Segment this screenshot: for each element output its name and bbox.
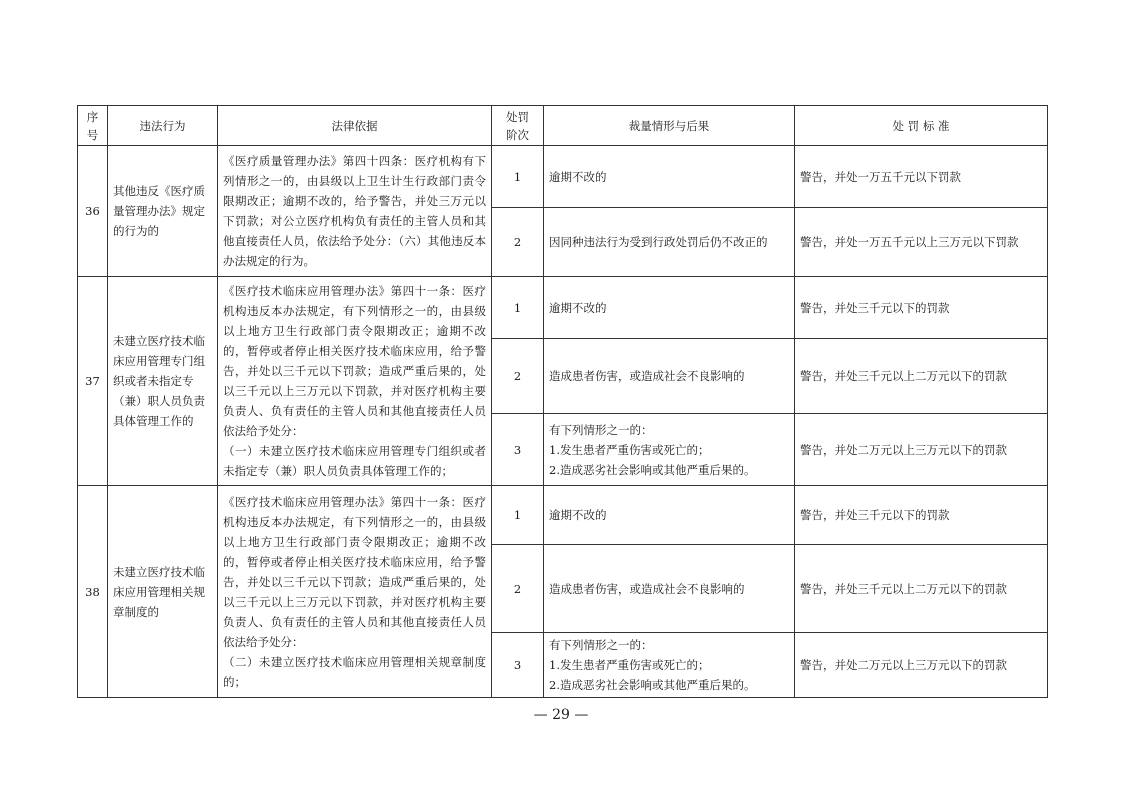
level-circumstance: 造成患者伤害，或造成社会不良影响的 (544, 545, 795, 633)
header-act: 违法行为 (108, 106, 218, 146)
table-row (78, 486, 1048, 545)
penalty-table (77, 105, 1048, 698)
header-standard: 处 罚 标 准 (795, 106, 1048, 146)
header-seq: 序 号 (78, 106, 108, 146)
level-standard: 警告，并处二万元以上三万元以下的罚款 (795, 633, 1048, 698)
level-order: 3 (492, 414, 544, 486)
level-order: 1 (492, 146, 544, 208)
row-seq: 36 (78, 146, 108, 277)
level-order: 1 (492, 486, 544, 545)
level-order: 2 (492, 208, 544, 277)
table-row (78, 277, 1048, 339)
table-row (78, 146, 1048, 208)
row-basis: 《医疗技术临床应用管理办法》第四十一条：医疗机构违反本办法规定，有下列情形之一的，由县级以上地方卫生行政部门责令限期改正；逾期不改的，暂停或者停止相关医疗技术临床应用，给予警告，并处以三千元以下罚款；造成严重后果的，处以三千元以上三万元以下罚款，并对医疗机构主要负责人、负有责任的主管人员和其他直接责任人员依法给予处分： （一）未建立医疗技术临床应用管理专门组织或者未指定专（兼）职人员负责具体管理工作的； (218, 277, 492, 486)
row-basis: 《医疗质量管理办法》第四十四条：医疗机构有下列情形之一的，由县级以上卫生计生行政部门责令限期改正；逾期不改的，给予警告，并处三万元以下罚款；对公立医疗机构负有责任的主管人员和其他直接责任人员，依法给予处分：（六）其他违反本办法规定的行为。 (218, 146, 492, 277)
level-standard: 警告，并处二万元以上三万元以下的罚款 (795, 414, 1048, 486)
header-order: 处罚 阶次 (492, 106, 544, 146)
level-standard: 警告，并处三千元以上二万元以下的罚款 (795, 545, 1048, 633)
level-circumstance: 有下列情形之一的： 1.发生患者严重伤害或死亡的； 2.造成恶劣社会影响或其他严重后果的。 (544, 633, 795, 698)
level-standard: 警告，并处三千元以上二万元以下的罚款 (795, 339, 1048, 414)
level-standard: 警告，并处一万五千元以上三万元以下罚款 (795, 208, 1048, 277)
row-act: 未建立医疗技术临床应用管理相关规章制度的 (108, 486, 218, 698)
level-circumstance: 因同种违法行为受到行政处罚后仍不改正的 (544, 208, 795, 277)
header-circumstance: 裁量情形与后果 (544, 106, 795, 146)
level-standard: 警告，并处三千元以下的罚款 (795, 486, 1048, 545)
header-basis: 法律依据 (218, 106, 492, 146)
row-seq: 38 (78, 486, 108, 698)
row-act: 未建立医疗技术临床应用管理专门组织或者未指定专（兼）职人员负责具体管理工作的 (108, 277, 218, 486)
level-order: 3 (492, 633, 544, 698)
row-act: 其他违反《医疗质量管理办法》规定的行为的 (108, 146, 218, 277)
row-seq: 37 (78, 277, 108, 486)
level-circumstance: 造成患者伤害，或造成社会不良影响的 (544, 339, 795, 414)
level-circumstance: 有下列情形之一的： 1.发生患者严重伤害或死亡的； 2.造成恶劣社会影响或其他严重后果的。 (544, 414, 795, 486)
level-order: 2 (492, 545, 544, 633)
table-header-row (78, 106, 1048, 146)
page-number: — 29 — (533, 707, 589, 723)
level-standard: 警告，并处一万五千元以下罚款 (795, 146, 1048, 208)
level-circumstance: 逾期不改的 (544, 277, 795, 339)
level-circumstance: 逾期不改的 (544, 486, 795, 545)
level-order: 2 (492, 339, 544, 414)
level-standard: 警告，并处三千元以下的罚款 (795, 277, 1048, 339)
row-basis: 《医疗技术临床应用管理办法》第四十一条：医疗机构违反本办法规定，有下列情形之一的，由县级以上地方卫生行政部门责令限期改正；逾期不改的，暂停或者停止相关医疗技术临床应用，给予警告，并处以三千元以下罚款；造成严重后果的，处以三千元以上三万元以下罚款，并对医疗机构主要负责人、负有责任的主管人员和其他直接责任人员依法给予处分： （二）未建立医疗技术临床应用管理相关规章制度的； (218, 486, 492, 698)
level-circumstance: 逾期不改的 (544, 146, 795, 208)
level-order: 1 (492, 277, 544, 339)
